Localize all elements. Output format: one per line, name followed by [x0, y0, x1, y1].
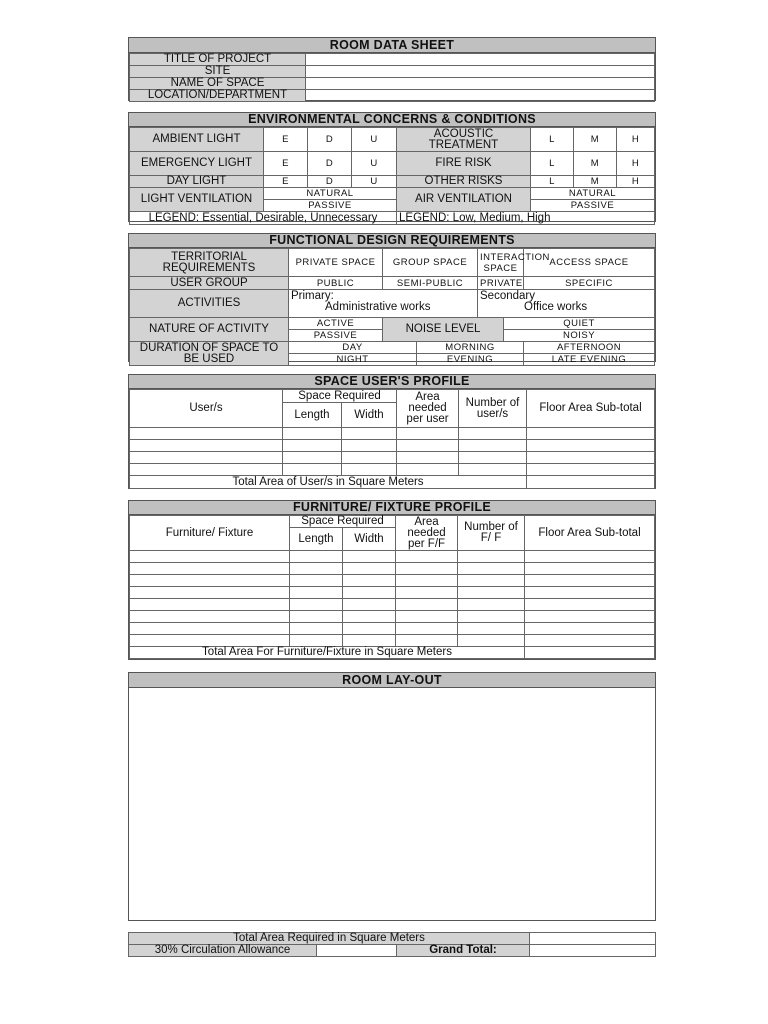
table-cell[interactable] [458, 563, 525, 575]
other-risks-m[interactable]: M [574, 176, 617, 188]
table-cell[interactable] [396, 611, 458, 623]
name-of-space-field[interactable] [306, 78, 655, 90]
table-cell[interactable] [458, 599, 525, 611]
fire-risk-label: FIRE RISK [397, 152, 531, 176]
table-cell[interactable] [396, 563, 458, 575]
title-of-project-label: TITLE OF PROJECT [130, 54, 306, 66]
table-cell[interactable] [525, 575, 655, 587]
table-cell[interactable] [130, 428, 283, 440]
furniture-section [128, 500, 656, 660]
furniture-floor-area-header: Floor Area Sub-total [525, 516, 655, 551]
room-data-sheet-title: ROOM DATA SHEET [129, 38, 655, 53]
furniture-column-header: Furniture/ Fixture [130, 516, 290, 551]
table-cell[interactable] [343, 599, 396, 611]
table-cell[interactable] [283, 440, 342, 452]
table-cell[interactable] [458, 611, 525, 623]
table-cell[interactable] [343, 551, 396, 563]
evening-option[interactable]: EVENING [417, 354, 524, 366]
primary-activity-cell[interactable] [289, 290, 478, 318]
table-cell[interactable] [525, 611, 655, 623]
noise-level-label: NOISE LEVEL [383, 318, 504, 342]
activities-label: ACTIVITIES [130, 290, 289, 318]
space-users-title: SPACE USER'S PROFILE [129, 375, 655, 389]
table-cell[interactable] [342, 452, 397, 464]
secondary-activity-label: Secondary [480, 290, 535, 302]
users-column-header: User/s [130, 390, 283, 428]
users-floor-area-header: Floor Area Sub-total [527, 390, 655, 428]
table-row [130, 575, 655, 587]
table-cell[interactable] [130, 551, 290, 563]
morning-option[interactable]: MORNING [417, 342, 524, 354]
area-needed-per-ff-header: Area needed per F/F [396, 516, 458, 551]
table-cell[interactable] [343, 611, 396, 623]
emergency-light-d[interactable]: D [308, 152, 352, 176]
fire-risk-h[interactable]: H [617, 152, 655, 176]
table-cell[interactable] [130, 623, 290, 635]
table-cell[interactable] [290, 575, 343, 587]
fire-risk-l[interactable]: L [531, 152, 574, 176]
furniture-length-header: Length [290, 528, 343, 551]
table-row [130, 440, 655, 452]
day-light-e[interactable]: E [264, 176, 308, 188]
table-cell[interactable] [130, 452, 283, 464]
grand-total-label: Grand Total: [397, 945, 530, 957]
air-ventilation-passive[interactable]: PASSIVE [531, 200, 655, 212]
legend-edu: LEGEND: Essential, Desirable, Unnecessary [130, 212, 397, 225]
table-cell[interactable] [527, 440, 655, 452]
duration-label: DURATION OF SPACE TO BE USED [130, 342, 289, 366]
total-area-label: Total Area Required in Square Meters [129, 933, 530, 945]
air-ventilation-natural[interactable]: NATURAL [531, 188, 655, 200]
table-cell[interactable] [343, 575, 396, 587]
table-cell[interactable] [290, 599, 343, 611]
table-cell[interactable] [525, 563, 655, 575]
interaction-space-option[interactable]: INTERACTION SPACE [478, 249, 524, 277]
ambient-light-e[interactable]: E [264, 128, 308, 152]
users-space-required-header: Space Required [283, 390, 397, 403]
emergency-light-label: EMERGENCY LIGHT [130, 152, 264, 176]
table-cell[interactable] [130, 611, 290, 623]
primary-activity-value: Administrative works [325, 301, 431, 313]
air-ventilation-label: AIR VENTILATION [397, 188, 531, 212]
room-layout-section [128, 672, 656, 921]
day-light-d[interactable]: D [308, 176, 352, 188]
light-ventilation-passive[interactable]: PASSIVE [264, 200, 397, 212]
project-info-table [129, 53, 655, 102]
circulation-allowance-field[interactable] [317, 945, 397, 957]
table-cell[interactable] [525, 635, 655, 647]
semi-public-option[interactable]: SEMI-PUBLIC [383, 277, 478, 290]
table-cell[interactable] [525, 551, 655, 563]
site-field[interactable] [306, 66, 655, 78]
table-cell[interactable] [397, 440, 459, 452]
other-risks-l[interactable]: L [531, 176, 574, 188]
totals-table [128, 932, 656, 957]
environmental-title: ENVIRONMENTAL CONCERNS & CONDITIONS [129, 113, 655, 127]
environmental-section [128, 112, 656, 222]
table-row [130, 599, 655, 611]
table-row [130, 464, 655, 476]
table-cell[interactable] [525, 587, 655, 599]
table-row [130, 623, 655, 635]
emergency-light-u[interactable]: U [352, 152, 397, 176]
table-cell[interactable] [458, 551, 525, 563]
table-cell[interactable] [458, 575, 525, 587]
ambient-light-label: AMBIENT LIGHT [130, 128, 264, 152]
table-cell[interactable] [342, 428, 397, 440]
acoustic-m[interactable]: M [574, 128, 617, 152]
functional-design-title: FUNCTIONAL DESIGN REQUIREMENTS [129, 234, 655, 248]
territorial-requirements-label: TERRITORIAL REQUIREMENTS [130, 249, 289, 277]
table-cell[interactable] [396, 551, 458, 563]
furniture-table [129, 515, 655, 659]
furniture-title: FURNITURE/ FIXTURE PROFILE [129, 501, 655, 515]
furniture-space-required-header: Space Required [290, 516, 396, 528]
grand-total-field[interactable] [530, 945, 656, 957]
public-option[interactable]: PUBLIC [289, 277, 383, 290]
functional-design-table [129, 248, 655, 366]
table-cell[interactable] [290, 623, 343, 635]
users-width-header: Width [342, 403, 397, 428]
late-evening-option[interactable]: LATE EVENING [524, 354, 655, 366]
table-cell[interactable] [130, 587, 290, 599]
other-risks-h[interactable]: H [617, 176, 655, 188]
table-cell[interactable] [343, 587, 396, 599]
passive-activity-option[interactable]: PASSIVE [289, 330, 383, 342]
table-cell[interactable] [396, 635, 458, 647]
secondary-activity-cell[interactable] [478, 290, 655, 318]
table-cell[interactable] [290, 563, 343, 575]
table-cell[interactable] [343, 635, 396, 647]
user-group-label: USER GROUP [130, 277, 289, 290]
table-cell[interactable] [130, 440, 283, 452]
table-cell[interactable] [459, 440, 527, 452]
table-cell[interactable] [283, 452, 342, 464]
room-layout-drawing-area[interactable] [129, 688, 655, 921]
name-of-space-label: NAME OF SPACE [130, 78, 306, 90]
secondary-activity-value: Office works [524, 301, 588, 313]
table-cell[interactable] [459, 464, 527, 476]
users-total-label: Total Area of User/s in Square Meters [130, 476, 527, 489]
table-cell[interactable] [130, 464, 283, 476]
emergency-light-e[interactable]: E [264, 152, 308, 176]
acoustic-l[interactable]: L [531, 128, 574, 152]
number-of-users-header: Number of user/s [459, 390, 527, 428]
table-cell[interactable] [397, 452, 459, 464]
table-cell[interactable] [397, 428, 459, 440]
furniture-width-header: Width [343, 528, 396, 551]
table-row [130, 563, 655, 575]
functional-design-section [128, 233, 656, 365]
table-cell[interactable] [130, 575, 290, 587]
private-space-option[interactable]: PRIVATE SPACE [289, 249, 383, 277]
table-row [130, 635, 655, 647]
day-light-u[interactable]: U [352, 176, 397, 188]
table-cell[interactable] [283, 464, 342, 476]
noisy-option[interactable]: NOISY [504, 330, 655, 342]
title-of-project-field[interactable] [306, 54, 655, 66]
ambient-light-u[interactable]: U [352, 128, 397, 152]
group-space-option[interactable]: GROUP SPACE [383, 249, 478, 277]
table-cell[interactable] [527, 428, 655, 440]
legend-lmh: LEGEND: Low, Medium, High [397, 212, 655, 225]
furniture-total-field[interactable] [525, 647, 655, 659]
totals-section [128, 932, 656, 958]
table-row [130, 452, 655, 464]
table-cell[interactable] [396, 623, 458, 635]
day-option[interactable]: DAY [289, 342, 417, 354]
table-cell[interactable] [458, 587, 525, 599]
specific-option[interactable]: SPECIFIC [524, 277, 655, 290]
table-cell[interactable] [342, 464, 397, 476]
table-cell[interactable] [527, 464, 655, 476]
table-cell[interactable] [458, 623, 525, 635]
table-cell[interactable] [525, 599, 655, 611]
table-cell[interactable] [130, 635, 290, 647]
number-of-ff-header: Number of F/ F [458, 516, 525, 551]
table-cell[interactable] [459, 452, 527, 464]
light-ventilation-natural[interactable]: NATURAL [264, 188, 397, 200]
afternoon-option[interactable]: AFTERNOON [524, 342, 655, 354]
total-area-field[interactable] [530, 933, 656, 945]
location-department-label: LOCATION/DEPARTMENT [130, 90, 306, 102]
light-ventilation-label: LIGHT VENTILATION [130, 188, 264, 212]
other-risks-label: OTHER RISKS [397, 176, 531, 188]
users-length-header: Length [283, 403, 342, 428]
acoustic-treatment-label: ACOUSTIC TREATMENT [397, 128, 531, 152]
table-cell[interactable] [396, 575, 458, 587]
table-row [130, 428, 655, 440]
table-row [130, 587, 655, 599]
table-cell[interactable] [290, 611, 343, 623]
table-cell[interactable] [342, 440, 397, 452]
table-row [130, 611, 655, 623]
day-light-label: DAY LIGHT [130, 176, 264, 188]
location-department-field[interactable] [306, 90, 655, 102]
table-cell[interactable] [290, 635, 343, 647]
table-cell[interactable] [343, 563, 396, 575]
space-users-section [128, 374, 656, 489]
room-data-sheet-section [128, 37, 656, 101]
environmental-table [129, 127, 655, 225]
active-option[interactable]: ACTIVE [289, 318, 383, 330]
room-layout-title: ROOM LAY-OUT [129, 673, 655, 688]
furniture-total-label: Total Area For Furniture/Fixture in Square Meters [130, 647, 525, 659]
table-cell[interactable] [527, 452, 655, 464]
acoustic-h[interactable]: H [617, 128, 655, 152]
table-cell[interactable] [343, 623, 396, 635]
night-option[interactable]: NIGHT [289, 354, 417, 366]
quiet-option[interactable]: QUIET [504, 318, 655, 330]
table-cell[interactable] [396, 587, 458, 599]
space-users-table [129, 389, 655, 489]
circulation-allowance-label: 30% Circulation Allowance [129, 945, 317, 957]
table-cell[interactable] [130, 563, 290, 575]
primary-activity-label: Primary: [291, 290, 334, 302]
table-cell[interactable] [290, 551, 343, 563]
fire-risk-m[interactable]: M [574, 152, 617, 176]
private-option[interactable]: PRIVATE [478, 277, 524, 290]
area-needed-per-user-header: Area needed per user [397, 390, 459, 428]
access-space-option[interactable]: ACCESS SPACE [524, 249, 655, 277]
nature-of-activity-label: NATURE OF ACTIVITY [130, 318, 289, 342]
table-row [130, 551, 655, 563]
table-cell[interactable] [525, 623, 655, 635]
table-cell[interactable] [290, 587, 343, 599]
users-total-field[interactable] [527, 476, 655, 489]
site-label: SITE [130, 66, 306, 78]
table-cell[interactable] [283, 428, 342, 440]
table-cell[interactable] [459, 428, 527, 440]
ambient-light-d[interactable]: D [308, 128, 352, 152]
table-cell[interactable] [458, 635, 525, 647]
table-cell[interactable] [396, 599, 458, 611]
table-cell[interactable] [130, 599, 290, 611]
table-cell[interactable] [397, 464, 459, 476]
